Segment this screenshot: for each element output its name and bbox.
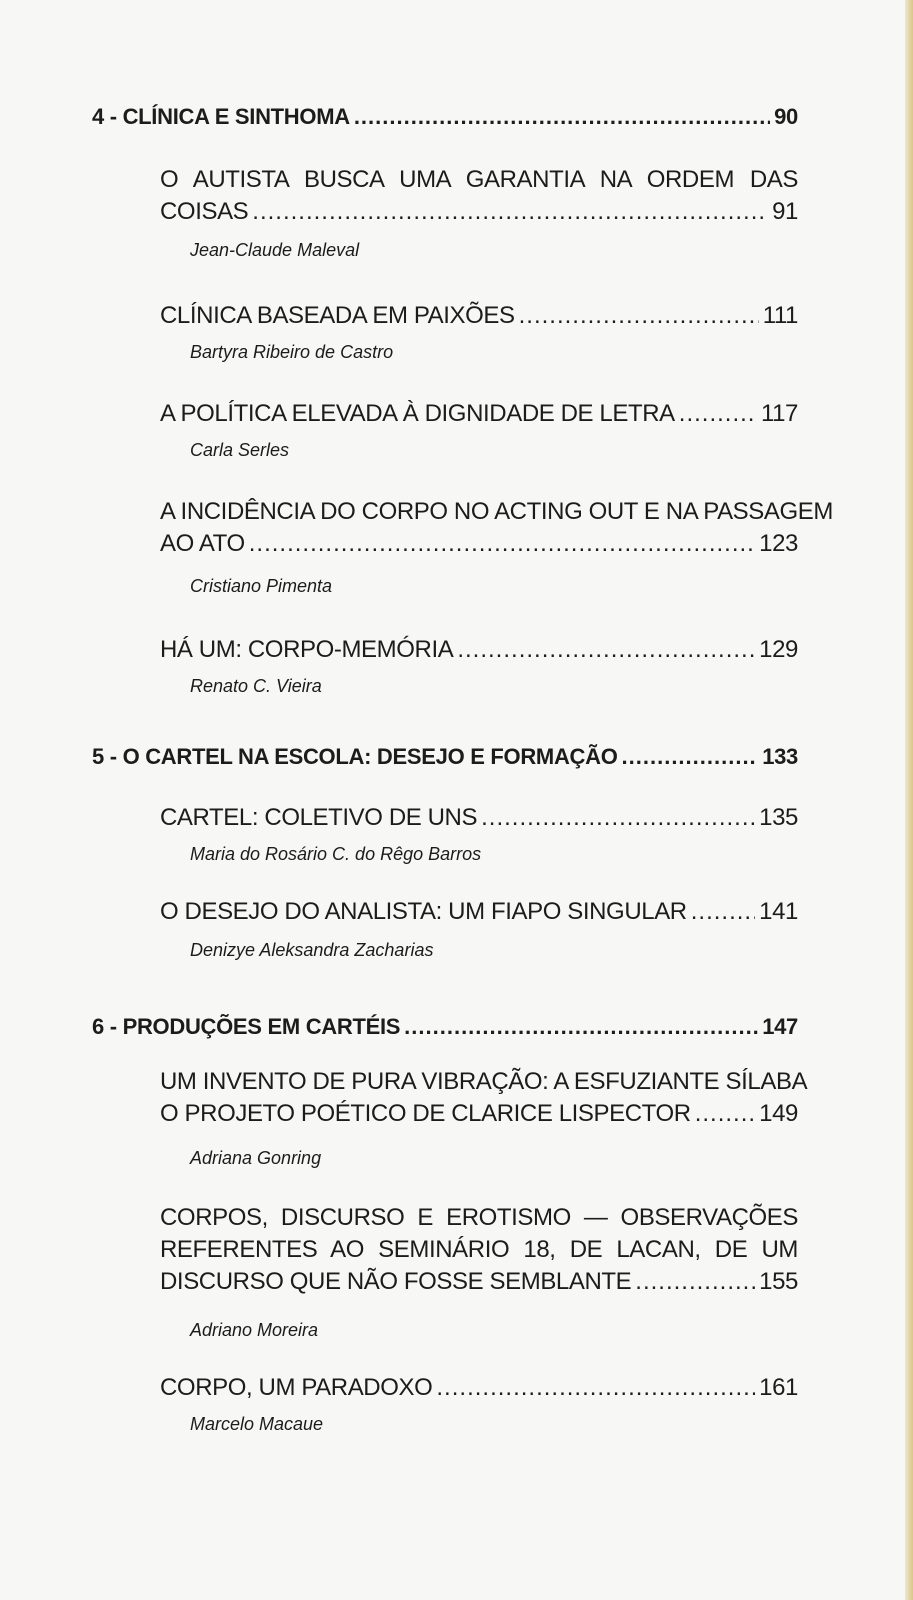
entry-title-text: CARTEL: COLETIVO DE UNS [160,804,478,831]
entry-title-text: A POLÍTICA ELEVADA À DIGNIDADE DE LETRA [160,400,675,427]
entry-author: Denizye Aleksandra Zacharias [190,940,434,960]
section-heading [92,1014,798,1040]
entry-page-number: 135 [759,804,798,831]
entry-page-number: 111 [762,302,798,329]
entry-author: Adriana Gonring [190,1148,322,1168]
entry-title-line: A INCIDÊNCIA DO CORPO NO ACTING OUT E NA PASSAGEM [160,498,833,525]
entry-page-number: 155 [759,1268,798,1295]
entry-page-number: 149 [759,1100,798,1127]
entry-title-text: O PROJETO POÉTICO DE CLARICE LISPECTOR [160,1100,691,1127]
dot-leader [622,744,759,770]
entry-author: Maria do Rosário C. do Rêgo Barros [190,844,482,864]
toc-entry-title [160,1202,798,1298]
dot-leader [354,104,770,130]
entry-title-text: DISCURSO QUE NÃO FOSSE SEMBLANTE [160,1268,632,1295]
entry-title-line: O AUTISTA BUSCA UMA GARANTIA NA ORDEM DAS [160,166,798,193]
toc-entry-title [160,1066,808,1130]
dot-leader [695,1098,755,1130]
entry-author: Cristiano Pimenta [190,576,333,596]
dot-leader [457,634,755,666]
toc-entry-title [160,164,798,228]
entry-page-number: 141 [759,898,798,925]
section-page-number: 133 [762,744,798,769]
dot-leader [691,896,755,928]
entry-title-last-line [160,1372,798,1404]
toc-entry-title [160,300,798,332]
section-heading [92,104,798,130]
dot-leader [635,1266,755,1298]
toc-entry-title [160,398,798,430]
entry-title-text: AO ATO [160,530,245,557]
entry-page-number: 123 [759,530,798,557]
toc-entry-title [160,896,798,928]
entry-title-line: CORPOS, DISCURSO E EROTISMO — OBSERVAÇÕES [160,1204,798,1231]
entry-title-text: CORPO, UM PARADOXO [160,1374,433,1401]
entry-title-last-line [160,196,798,228]
section-title: 4 - CLÍNICA E SINTHOMA [92,104,350,129]
entry-page-number: 91 [772,198,798,225]
entry-title-last-line [160,896,798,928]
toc-entry-title [160,634,798,666]
entry-title-last-line [160,634,798,666]
entry-page-number: 129 [759,636,798,663]
toc-entry-title [160,1372,798,1404]
entry-author: Jean-Claude Maleval [190,240,360,260]
entry-author: Renato C. Vieira [190,676,322,696]
entry-title-line: UM INVENTO DE PURA VIBRAÇÃO: A ESFUZIANTE SÍLABA [160,1068,808,1095]
entry-title-text: CLÍNICA BASEADA EM PAIXÕES [160,302,515,329]
toc-entry-title [160,802,798,834]
entry-title-line: REFERENTES AO SEMINÁRIO 18, DE LACAN, DE UM [160,1236,798,1263]
entry-author: Carla Serles [190,440,290,460]
entry-title-text: O DESEJO DO ANALISTA: UM FIAPO SINGULAR [160,898,687,925]
entry-page-number: 161 [759,1374,798,1401]
entry-title-last-line [160,398,798,430]
entry-title-last-line [160,802,798,834]
dot-leader [404,1014,758,1040]
section-heading [92,744,798,770]
section-page-number: 147 [762,1014,798,1039]
entry-author: Adriano Moreira [190,1320,319,1340]
section-title: 6 - PRODUÇÕES EM CARTÉIS [92,1014,401,1039]
entry-title-text: HÁ UM: CORPO-MEMÓRIA [160,636,454,663]
entry-author: Marcelo Macaue [190,1414,324,1434]
entry-page-number: 117 [760,400,798,427]
page-edge [905,0,913,1600]
entry-title-text: COISAS [160,198,249,225]
toc-entry-title [160,496,833,560]
dot-leader [436,1372,755,1404]
entry-title-last-line [160,300,798,332]
dot-leader [252,196,768,228]
dot-leader [679,398,757,430]
dot-leader [249,528,755,560]
entry-title-last-line [160,1266,798,1298]
dot-leader [481,802,755,834]
dot-leader [519,300,759,332]
entry-author: Bartyra Ribeiro de Castro [190,342,394,362]
section-page-number: 90 [774,104,798,129]
entry-title-last-line [160,528,798,560]
section-title: 5 - O CARTEL NA ESCOLA: DESEJO E FORMAÇÃO [92,744,618,769]
entry-title-last-line [160,1098,798,1130]
